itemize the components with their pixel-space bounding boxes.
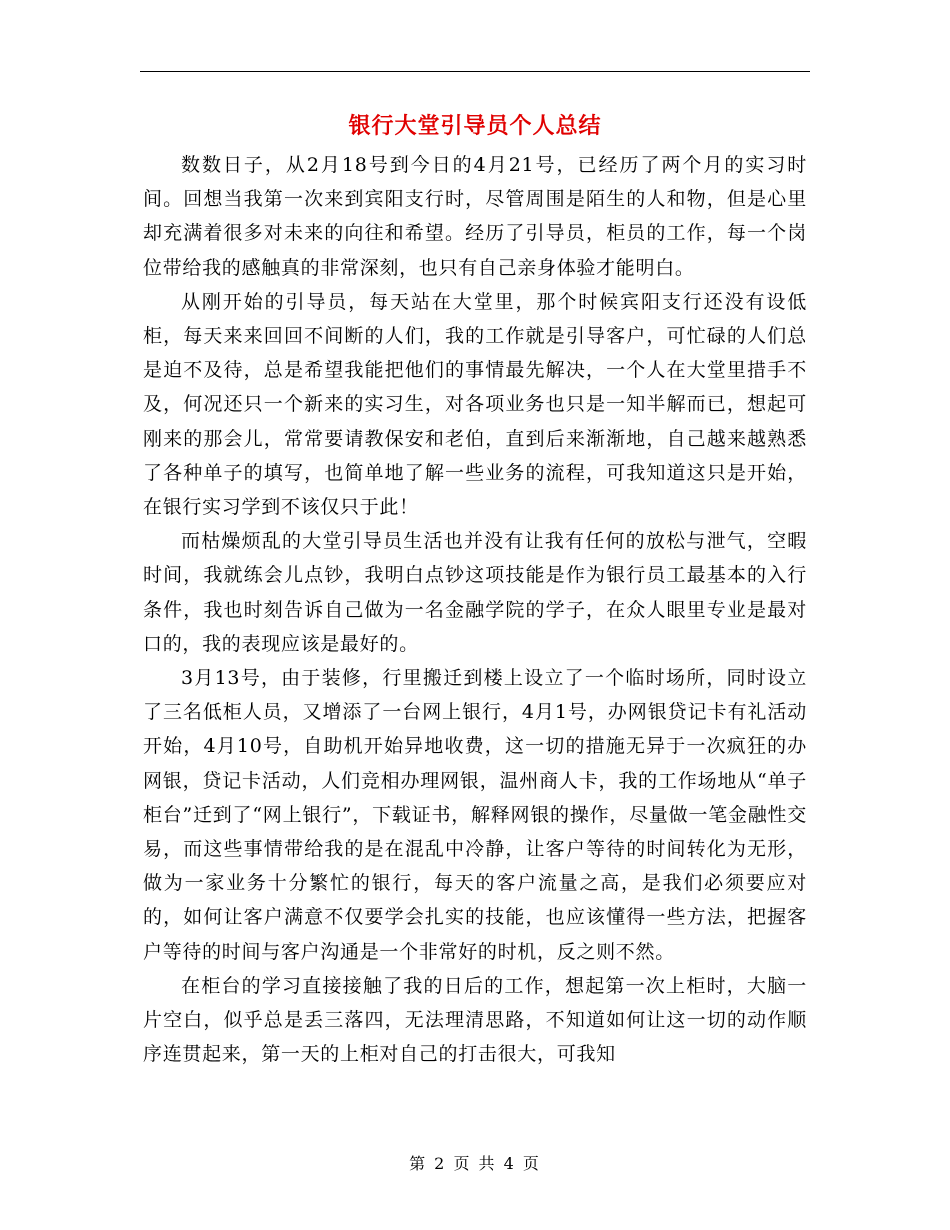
paragraph: 从刚开始的引导员，每天站在大堂里，那个时候宾阳支行还没有设低柜，每天来来回回不间断的人们，我的工作就是引导客户，可忙碌的人们总是迫不及待，总是希望我能把他们的事情最先解决，一个人在大堂里措手不及，何况还只一个新来的实习生，对各项业务也只是一知半解而已，想起可刚来的那会儿，常常要请教保安和老伯，直到后来渐渐地，自己越来越熟悉了各种单子的填写，也简单地了解一些业务的流程，可我知道这只是开始，在银行实习学到不该仅只于此！ (143, 290, 807, 519)
paragraph: 而枯燥烦乱的大堂引导员生活也并没有让我有任何的放松与泄气，空暇时间，我就练会儿点钞，我明白点钞这项技能是作为银行员工最基本的入行条件，我也时刻告诉自己做为一名金融学院的学子，在众人眼里专业是最对口的，我的表现应该是最好的。 (143, 530, 807, 655)
header-rule (140, 71, 810, 72)
paragraph: 数数日子，从2月18号到今日的4月21号，已经历了两个月的实习时间。回想当我第一次来到宾阳支行时，尽管周围是陌生的人和物，但是心里却充满着很多对未来的向往和希望。经历了引导员，柜员的工作，每一个岗位带给我的感触真的非常深刻，也只有自己亲身体验才能明白。 (143, 154, 807, 279)
document-body (143, 148, 807, 1071)
document-title: 银行大堂引导员个人总结 (348, 113, 602, 139)
page-number: 第 2 页 共 4 页 (409, 1154, 541, 1173)
paragraph: 3月13号，由于装修，行里搬迁到楼上设立了一个临时场所，同时设立了三名低柜人员，又增添了一台网上银行，4月1号，办网银贷记卡有礼活动开始，4月10号，自助机开始异地收费，这一切的措施无异于一次疯狂的办网银，贷记卡活动，人们竞相办理网银，温州商人卡，我的工作场地从“单子柜台”迁到了“网上银行”，下载证书，解释网银的操作，尽量做一笔金融性交易，而这些事情带给我的是在混乱中冷静，让客户等待的时间转化为无形，做为一家业务十分繁忙的银行，每天的客户流量之高，是我们必须要应对的，如何让客户满意不仅要学会扎实的技能，也应该懂得一些方法，把握客户等待的时间与客户沟通是一个非常好的时机，反之则不然。 (143, 667, 807, 963)
paragraph: 在柜台的学习直接接触了我的日后的工作，想起第一次上柜时，大脑一片空白，似乎总是丢三落四，无法理清思路，不知道如何让这一切的动作顺序连贯起来，第一天的上柜对自己的打击很大，可我知 (143, 974, 807, 1066)
